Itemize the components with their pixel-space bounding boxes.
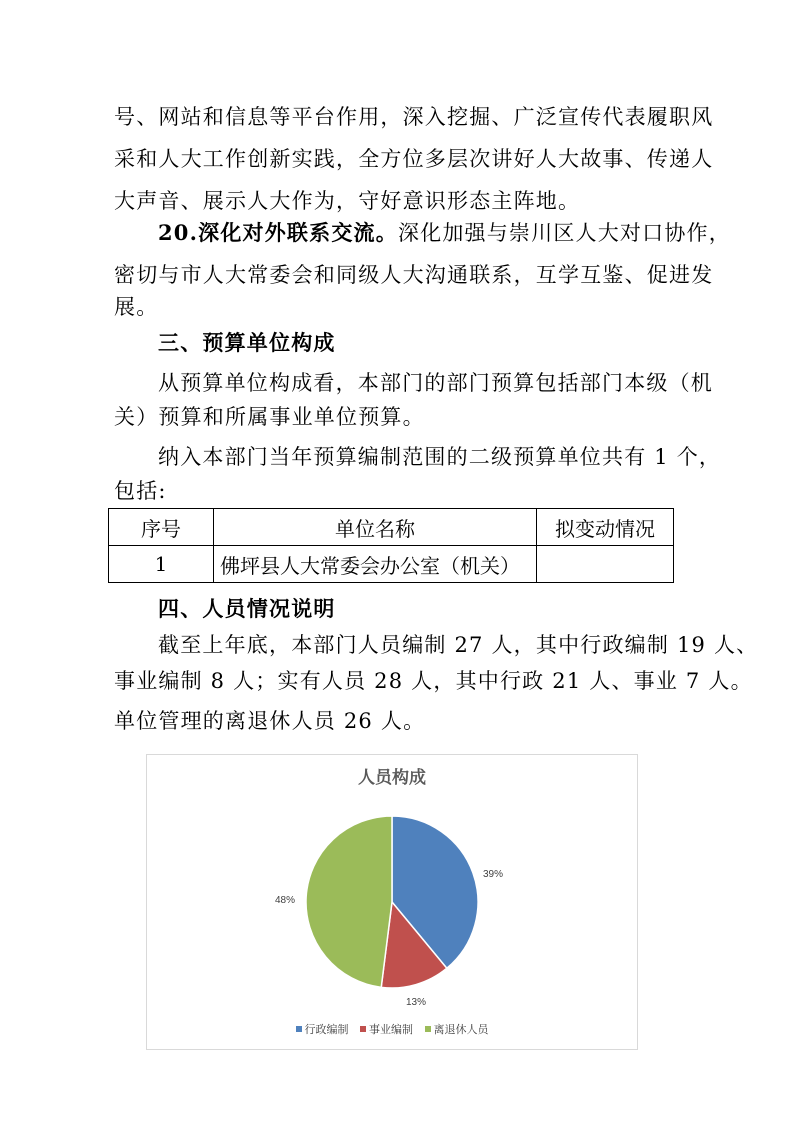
section-title: 四、人员情况说明 xyxy=(158,596,336,621)
chart-legend xyxy=(147,1021,637,1037)
paragraph-text: 深化加强与崇川区人大对口协作， xyxy=(397,221,731,245)
pie-chart xyxy=(146,754,638,1050)
legend-label: 行政编制 xyxy=(304,1023,349,1036)
slice-label: 13% xyxy=(406,997,427,1008)
paragraph-line: 从预算单位构成看，本部门的部门预算包括部门本级（机 xyxy=(158,371,713,395)
table-header-cell: 序号 xyxy=(109,509,214,546)
paragraph-line: 密切与市人大常委会和同级人大沟通联系，互学互鉴、促进发 xyxy=(114,263,714,287)
budget-units-table xyxy=(108,508,674,583)
paragraph-line: 事业编制 8 人；实有人员 28 人，其中行政 21 人、事业 7 人。 xyxy=(114,669,753,693)
table-cell: 佛坪县人大常委会办公室（机关） xyxy=(214,546,537,583)
paragraph-line: 大声音、展示人大作为，守好意识形态主阵地。 xyxy=(114,189,581,213)
paragraph-line: 号、网站和信息等平台作用，深入挖掘、广泛宣传代表履职风 xyxy=(114,105,714,129)
slice-label: 39% xyxy=(483,869,504,880)
table-header-cell: 单位名称 xyxy=(214,509,537,546)
paragraph-line: 截至上年底，本部门人员编制 27 人，其中行政编制 19 人、 xyxy=(158,633,759,657)
legend-swatch xyxy=(296,1026,302,1032)
paragraph-line: 采和人大工作创新实践，全方位多层次讲好人大故事、传递人 xyxy=(114,147,714,171)
pie-slice-3 xyxy=(306,816,392,987)
legend-item xyxy=(360,1021,413,1037)
legend-label: 离退休人员 xyxy=(433,1023,489,1036)
table-header-cell: 拟变动情况 xyxy=(537,509,674,546)
table-row xyxy=(109,546,674,583)
table-cell xyxy=(537,546,674,583)
item-heading: 20.深化对外联系交流。 xyxy=(158,220,398,245)
paragraph-line: 纳入本部门当年预算编制范围的二级预算单位共有 1 个， xyxy=(158,445,722,469)
legend-item xyxy=(425,1021,489,1037)
legend-swatch xyxy=(360,1026,366,1032)
legend-swatch xyxy=(425,1026,431,1032)
legend-item xyxy=(296,1021,349,1037)
pie-chart-canvas xyxy=(147,755,637,1049)
table-header-row xyxy=(109,509,674,546)
paragraph-line: 关）预算和所属事业单位预算。 xyxy=(114,405,425,429)
slice-label: 48% xyxy=(275,895,296,906)
table-cell: 1 xyxy=(109,546,214,583)
paragraph-line: 展。 xyxy=(114,295,159,319)
paragraph-line xyxy=(158,212,738,254)
paragraph-line: 包括: xyxy=(114,479,167,503)
paragraph-line: 单位管理的离退休人员 26 人。 xyxy=(114,709,426,733)
legend-label: 事业编制 xyxy=(369,1023,413,1036)
section-title: 三、预算单位构成 xyxy=(158,330,336,355)
chart-title: 人员构成 xyxy=(358,768,426,788)
